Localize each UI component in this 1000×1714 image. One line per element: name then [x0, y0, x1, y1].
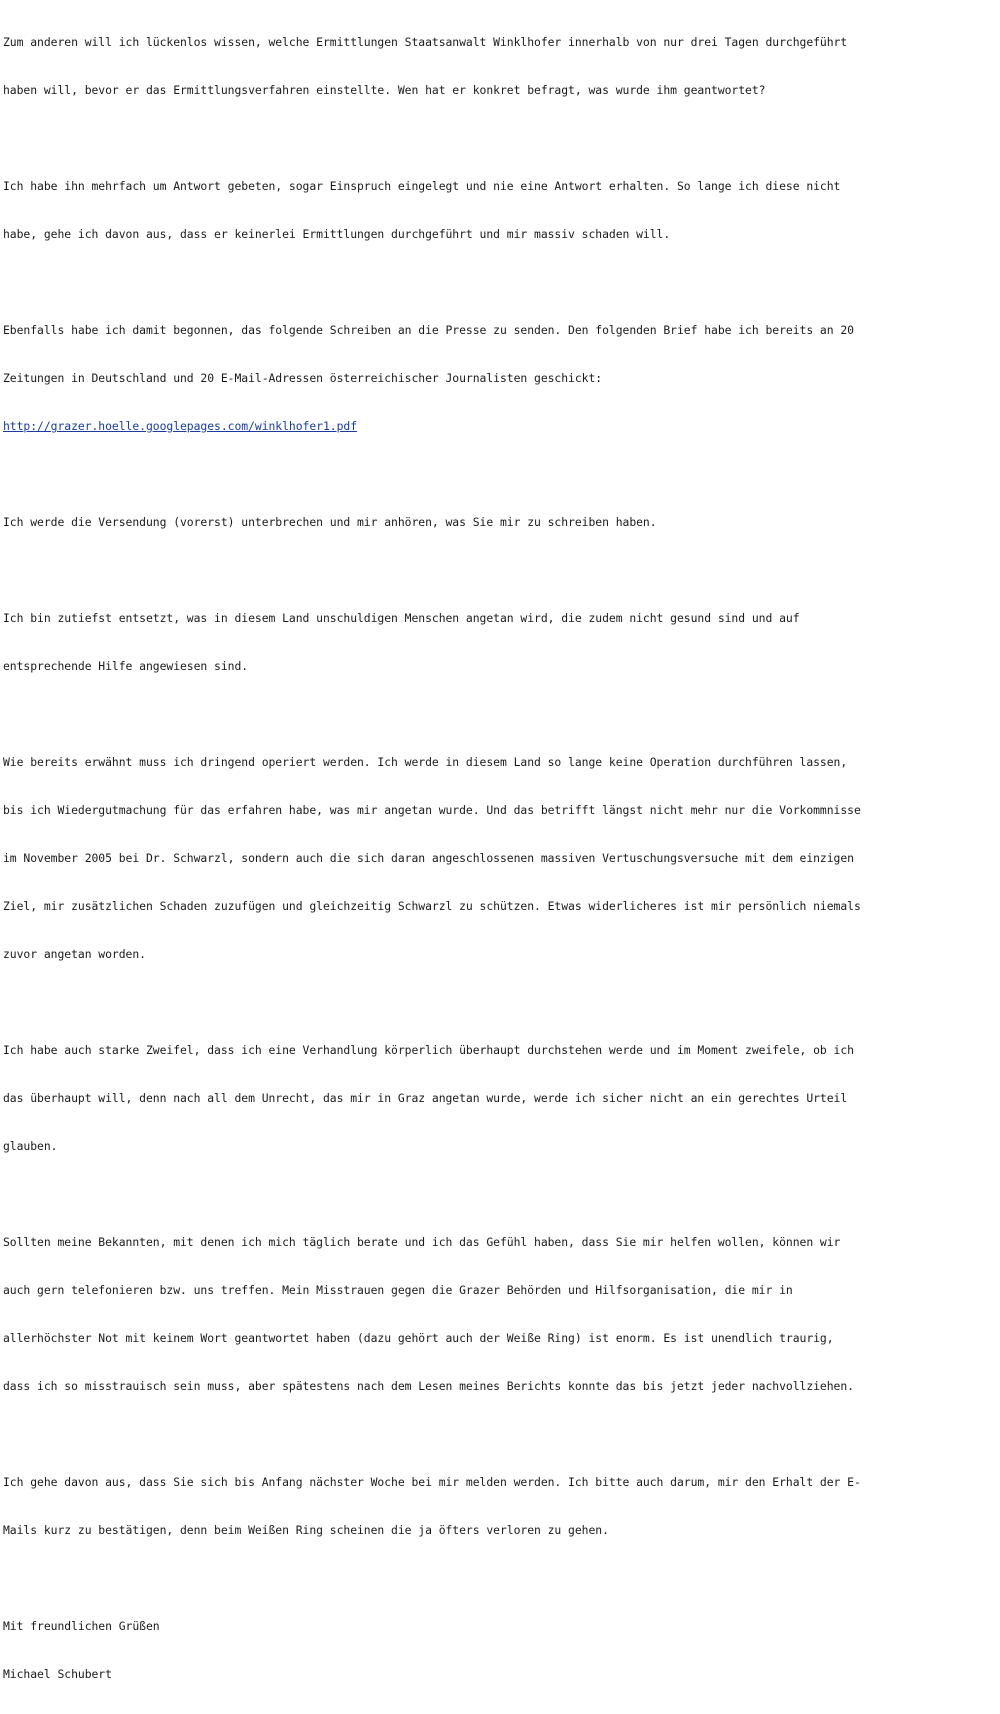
text-line: allerhöchster Not mit keinem Wort geantwortet haben (dazu gehört auch der Weiße Ring) ist enorm. Es ist unendlich traurig, — [3, 1331, 834, 1345]
text-line: Zeitungen in Deutschland und 20 E-Mail-Adressen österreichischer Journalisten geschickt: — [3, 371, 603, 385]
text-line: auch gern telefonieren bzw. uns treffen. Mein Misstrauen gegen die Grazer Behörden und Hilfsorganisation, die mir in — [3, 1283, 793, 1297]
paragraph-acquaintances — [3, 1202, 997, 1426]
text-line: im November 2005 bei Dr. Schwarzl, sondern auch die sich daran angeschlossenen massiven Vertuschungsversuche mit dem einzigen — [3, 851, 854, 865]
text-line: Wie bereits erwähnt muss ich dringend operiert werden. Ich werde in diesem Land so lange keine Operation durchführen lassen, — [3, 755, 848, 769]
paragraph-no-answer — [3, 146, 997, 274]
text-line: Zum anderen will ich lückenlos wissen, welche Ermittlungen Staatsanwalt Winklhofer innerhalb von nur drei Tagen durchgeführt — [3, 35, 848, 49]
closing-greeting: Mit freundlichen Grüßen — [3, 1619, 160, 1633]
text-line: Mails kurz zu bestätigen, denn beim Weißen Ring scheinen die ja öfters verloren zu gehen. — [3, 1523, 609, 1537]
text-line: bis ich Wiedergutmachung für das erfahren habe, was mir angetan wurde. Und das betrifft längst nicht mehr nur die Vorkommnisse — [3, 803, 861, 817]
paragraph-shocked — [3, 578, 997, 706]
pdf-link-line — [3, 418, 997, 434]
text-line: habe, gehe ich davon aus, dass er keinerlei Ermittlungen durchgeführt und mir massiv schaden will. — [3, 227, 671, 241]
paragraph-expect-reply — [3, 1442, 997, 1570]
sender-name: Michael Schubert — [3, 1667, 112, 1681]
text-line: Ich habe ihn mehrfach um Antwort gebeten, sogar Einspruch eingelegt und nie eine Antwort erhalten. So lange ich diese nicht — [3, 179, 841, 193]
text-line: Ziel, mir zusätzlichen Schaden zuzufügen und gleichzeitig Schwarzl zu schützen. Etwas widerlicheres ist mir persönlich niemals — [3, 899, 861, 913]
text-line: haben will, bevor er das Ermittlungsverfahren einstellte. Wen hat er konkret befragt, was wurde ihm geantwortet? — [3, 83, 766, 97]
paragraph-press-letter — [3, 290, 997, 466]
text-line: Ich habe auch starke Zweifel, dass ich eine Verhandlung körperlich überhaupt durchstehen werde und im Moment zweifele, ob ich — [3, 1043, 854, 1057]
text-line: Ich werde die Versendung (vorerst) unterbrechen und mir anhören, was Sie mir zu schreiben haben. — [3, 515, 657, 529]
text-line: entsprechende Hilfe angewiesen sind. — [3, 659, 249, 673]
text-line: Ich gehe davon aus, dass Sie sich bis Anfang nächster Woche bei mir melden werden. Ich bitte auch darum, mir den Erhalt der E- — [3, 1475, 861, 1489]
closing — [3, 1586, 997, 1714]
paragraph-operation — [3, 722, 997, 994]
paragraph-pause-sending — [3, 482, 997, 562]
paragraph-doubts — [3, 1010, 997, 1186]
text-line: dass ich so misstrauisch sein muss, aber spätestens nach dem Lesen meines Berichts konnte das bis jetzt jeder nachvollziehen. — [3, 1379, 854, 1393]
text-line: zuvor angetan worden. — [3, 947, 146, 961]
pdf-link[interactable]: http://grazer.hoelle.googlepages.com/winklhofer1.pdf — [3, 419, 358, 433]
text-line: Sollten meine Bekannten, mit denen ich mich täglich berate und ich das Gefühl haben, dass Sie mir helfen wollen, können wir — [3, 1235, 841, 1249]
paragraph-investigation-question — [3, 2, 997, 130]
text-line: das überhaupt will, denn nach all dem Unrecht, das mir in Graz angetan wurde, werde ich sicher nicht an ein gerechtes Urteil — [3, 1091, 848, 1105]
text-line: Ebenfalls habe ich damit begonnen, das folgende Schreiben an die Presse zu senden. Den folgenden Brief habe ich bereits an 20 — [3, 323, 854, 337]
text-line: Ich bin zutiefst entsetzt, was in diesem Land unschuldigen Menschen angetan wird, die zudem nicht gesund sind und auf — [3, 611, 800, 625]
text-line: glauben. — [3, 1139, 58, 1153]
